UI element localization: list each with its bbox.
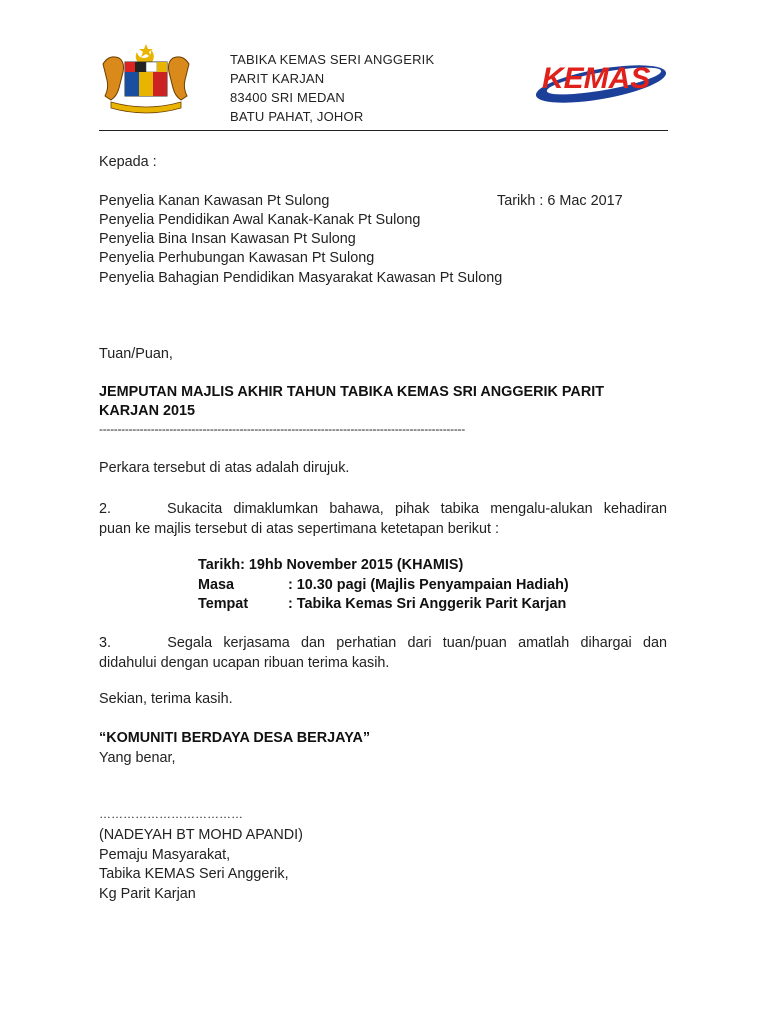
header-divider xyxy=(99,130,668,131)
paragraph-3 xyxy=(99,633,667,673)
kemas-logo-text: KEMAS xyxy=(542,62,651,95)
paragraph-2-line: 2. Sukacita dimaklumkan bahawa, pihak tabika mengalu-alukan kehadiran xyxy=(99,501,667,517)
address-line: PARIT KARJAN xyxy=(230,71,325,86)
paragraph-3-line: 3. Segala kerjasama dan perhatian dari tuan/puan amatlah dihargai dan xyxy=(99,635,667,651)
detail-row-place xyxy=(198,596,566,612)
motto: “KOMUNITI BERDAYA DESA BERJAYA” xyxy=(99,730,371,746)
letter-date: Tarikh : 6 Mac 2017 xyxy=(497,193,623,209)
signatory-title: Pemaju Masyarakat, xyxy=(99,847,231,863)
to-label: Kepada : xyxy=(99,154,157,170)
recipient: Penyelia Bina Insan Kawasan Pt Sulong xyxy=(99,231,356,247)
signatory-name: (NADEYAH BT MOHD APANDI) xyxy=(99,827,303,843)
subject-divider: --------------------------------------------------------------------------------------------------- xyxy=(99,422,465,436)
detail-value: : 10.30 pagi (Majlis Penyampaian Hadiah) xyxy=(288,577,569,593)
signature-line: ……………………………… xyxy=(99,807,243,821)
paragraph-3-line: didahului dengan ucapan ribuan terima kasih. xyxy=(99,655,390,671)
detail-label: Tarikh xyxy=(198,557,241,573)
kemas-logo xyxy=(534,48,668,106)
detail-row-time xyxy=(198,577,569,593)
signatory-org: Tabika KEMAS Seri Anggerik, xyxy=(99,866,289,882)
yang-benar: Yang benar, xyxy=(99,750,176,766)
coat-of-arms-logo xyxy=(97,42,195,114)
subject-line: JEMPUTAN MAJLIS AKHIR TAHUN TABIKA KEMAS SRI ANGGERIK PARIT xyxy=(99,384,605,400)
signatory-location: Kg Parit Karjan xyxy=(99,886,196,902)
detail-label: Tempat xyxy=(198,596,249,612)
address-line: 83400 SRI MEDAN xyxy=(230,90,345,105)
paragraph-2 xyxy=(99,499,667,539)
address-line: TABIKA KEMAS SERI ANGGERIK xyxy=(230,52,435,67)
detail-value: : 19hb November 2015 (KHAMIS) xyxy=(240,557,464,573)
recipient: Penyelia Bahagian Pendidikan Masyarakat Kawasan Pt Sulong xyxy=(99,270,503,286)
school-address xyxy=(230,50,434,126)
detail-label: Masa xyxy=(198,577,234,593)
closing: Sekian, terima kasih. xyxy=(99,691,233,707)
address-line: BATU PAHAT, JOHOR xyxy=(230,109,364,124)
recipient: Penyelia Perhubungan Kawasan Pt Sulong xyxy=(99,250,375,266)
salutation: Tuan/Puan, xyxy=(99,346,173,362)
subject-line: KARJAN 2015 xyxy=(99,403,195,419)
detail-row-date xyxy=(198,557,463,573)
paragraph-1: Perkara tersebut di atas adalah dirujuk. xyxy=(99,460,350,476)
recipient: Penyelia Pendidikan Awal Kanak-Kanak Pt Sulong xyxy=(99,212,421,228)
paragraph-2-line: puan ke majlis tersebut di atas sepertimana ketetapan berikut : xyxy=(99,521,499,537)
detail-value: : Tabika Kemas Sri Anggerik Parit Karjan xyxy=(288,596,567,612)
recipient: Penyelia Kanan Kawasan Pt Sulong xyxy=(99,193,330,209)
